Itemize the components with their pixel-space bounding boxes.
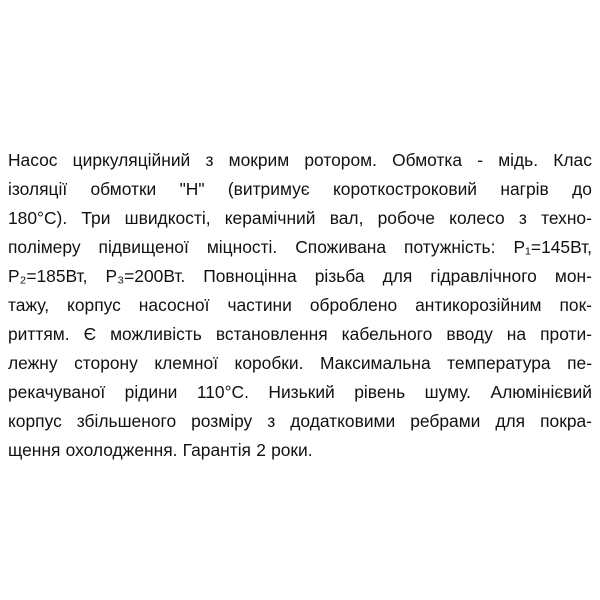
text-line [8,349,592,378]
word: коробки. [234,353,304,373]
word: лежну [8,353,58,373]
word: пе- [567,353,592,373]
word: Повноцінна [203,266,297,286]
word: різьба [314,266,365,286]
word: потужність: [404,237,496,257]
word: Алюмінієвий [490,382,592,402]
text-line [8,175,592,204]
word: роки. [271,440,313,460]
word: оброблено [309,295,398,315]
word: рекачуваної [8,382,106,402]
word: рідини [124,382,178,402]
word: робоче [377,208,435,228]
word: Насос [8,150,58,170]
word: тажу, [8,295,50,315]
word: керамічний [224,208,316,228]
word: проти- [540,324,592,344]
word: 110°C. [196,382,249,402]
text-line [8,204,592,233]
word: Три [81,208,111,228]
word: P₃=200Вт. [105,266,186,286]
word: 180°C). [8,208,68,228]
word: можливість [110,324,202,344]
word: охолодження. [65,440,178,460]
word: частини [227,295,292,315]
word: вал, [329,208,364,228]
word: нагрів [500,179,549,199]
word: Гарантія [182,440,251,460]
text-line [8,262,592,291]
word: кабельного [341,324,433,344]
word: додатковими [290,411,396,431]
word: мон- [554,266,592,286]
word: ребрами [410,411,481,431]
word: корпус [67,295,121,315]
word: міцності. [206,237,278,257]
word: пок- [559,295,592,315]
word: короткостроковий [333,179,478,199]
word: ізоляції [8,179,68,199]
word: техно- [541,208,592,228]
word: Низький [268,382,335,402]
word: сторону [74,353,138,373]
word: швидкості, [124,208,211,228]
word: шуму. [424,382,472,402]
text-line [8,320,592,349]
word: колесо [449,208,505,228]
word: встановлення [215,324,328,344]
word: з [518,208,527,228]
word: риттям. [8,324,70,344]
word: підвищеної [98,237,189,257]
word: антикорозійним [415,295,542,315]
word: полімеру [8,237,81,257]
word: - [477,150,484,170]
word: Є [83,324,97,344]
word: покра- [540,411,592,431]
word: з [205,150,214,170]
word: циркуляційний [72,150,191,170]
product-description [8,146,592,465]
word: Максимальна [319,353,431,373]
word: ротором. [304,150,377,170]
word: P₁=145Вт, [513,237,592,257]
text-line [8,291,592,320]
word: клемної [154,353,219,373]
word: рівень [354,382,406,402]
word: для [495,411,526,431]
word: температура [447,353,551,373]
word: збільшеного [76,411,177,431]
word: щення [8,440,61,460]
word: Обмотка [392,150,463,170]
word: мокрим [228,150,290,170]
word: мідь. [498,150,539,170]
word: на [506,324,527,344]
word: "H" [179,179,205,199]
text-line [8,233,592,262]
word: з [267,411,276,431]
text-line [8,407,592,436]
word: обмотки [90,179,157,199]
word: гідравлічного [430,266,537,286]
word: розміру [191,411,253,431]
word: (витримує [227,179,310,199]
text-line [8,146,592,175]
word: Споживана [295,237,387,257]
word: 2 [256,440,266,460]
text-line [8,436,592,465]
text-line [8,378,592,407]
word: для [382,266,413,286]
word: корпус [8,411,62,431]
word: насосної [138,295,210,315]
word: вводу [446,324,493,344]
word: Клас [553,150,592,170]
word: до [572,179,592,199]
word: P₂=185Вт, [8,266,88,286]
